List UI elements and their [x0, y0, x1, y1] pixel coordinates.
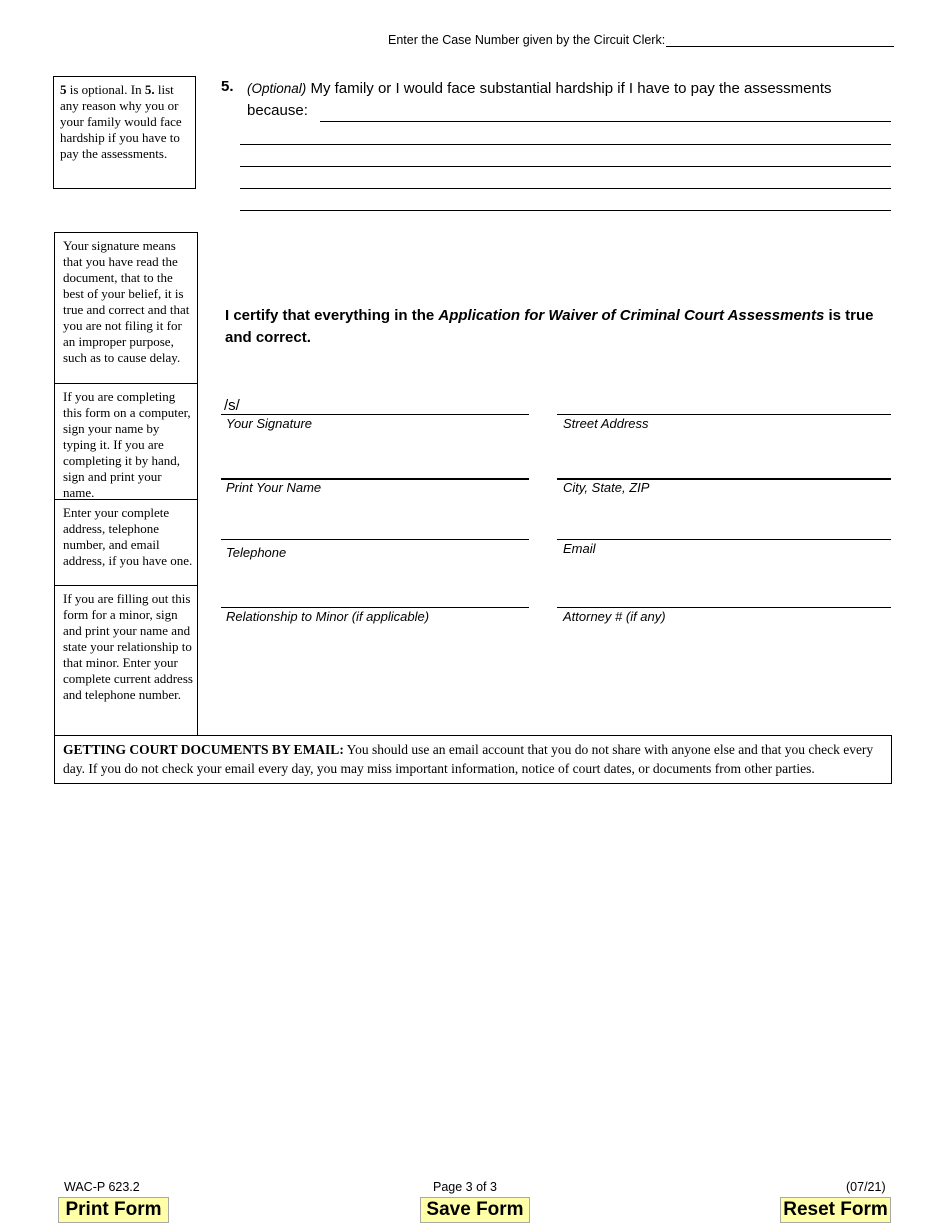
email-notice-box [54, 735, 892, 784]
attorney-label: Attorney # (if any) [563, 609, 666, 624]
revision-date: (07/21) [846, 1180, 886, 1194]
case-number-field[interactable] [666, 46, 894, 47]
question-5-text [247, 78, 887, 122]
hardship-line-2[interactable] [240, 144, 891, 145]
telephone-field[interactable] [221, 539, 529, 540]
email-label: Email [563, 541, 596, 556]
address-note: Enter your complete address, telephone number, and email address, if you have one. [55, 500, 197, 586]
optional-note-box [53, 76, 196, 189]
relationship-field[interactable] [221, 607, 529, 608]
telephone-label: Telephone [226, 545, 287, 560]
signature-field[interactable] [221, 414, 529, 415]
case-number-label: Enter the Case Number given by the Circuit Clerk: [388, 33, 666, 47]
certification-form-title: Application for Waiver of Criminal Court Assessments [438, 307, 825, 324]
print-form-button[interactable]: Print Form [58, 1197, 169, 1223]
email-field[interactable] [557, 539, 891, 540]
attorney-field[interactable] [557, 607, 891, 608]
hardship-line-3[interactable] [240, 166, 891, 167]
form-code: WAC-P 623.2 [64, 1180, 140, 1194]
relationship-label: Relationship to Minor (if applicable) [226, 609, 430, 624]
question-5-number: 5. [221, 78, 234, 95]
save-form-button[interactable]: Save Form [420, 1197, 530, 1223]
question-5-line2: because: [247, 102, 308, 119]
optional-note-text-2: list any reason why you or your family would face hardship if you have to pay the assessments. [60, 82, 182, 161]
computer-note: If you are completing this form on a computer, sign your name by typing it. If you are completing it by hand, sign and print your name. [55, 384, 197, 500]
reset-form-button[interactable]: Reset Form [780, 1197, 891, 1223]
question-5-line1: My family or I would face substantial hardship if I have to pay the assessments [306, 80, 832, 97]
question-5-optional-tag: (Optional) [247, 81, 307, 96]
city-state-zip-label: City, State, ZIP [563, 480, 650, 495]
print-name-label: Print Your Name [226, 480, 322, 495]
optional-note-bold-5: 5 [60, 82, 67, 97]
certification-suffix: is true and correct. [225, 307, 874, 346]
hardship-line-1[interactable] [320, 121, 891, 122]
your-signature-label: Your Signature [226, 416, 313, 431]
minor-note: If you are filling out this form for a minor, sign and print your name and state your relationship to that minor. Enter your complete current address and telephone number. [63, 591, 193, 702]
certification-prefix: I certify that everything in the [225, 307, 439, 324]
hardship-line-4[interactable] [240, 188, 891, 189]
optional-note-bold-5-dot: 5. [144, 82, 155, 97]
street-address-field[interactable] [557, 414, 891, 415]
street-address-label: Street Address [563, 416, 649, 431]
certification-statement [225, 305, 885, 349]
hardship-line-5[interactable] [240, 210, 891, 211]
signature-note: Your signature means that you have read the document, that to the best of your belief, it is true and correct and that you are not filing it for an improper purpose, such as to cause delay. [55, 233, 197, 384]
email-notice-heading: GETTING COURT DOCUMENTS BY EMAIL: [63, 742, 344, 757]
email-notice-text: You should use an email account that you do not share with anyone else and that you check every day. If you do not check your email every day, you may miss important information, notice of court dates, or documents from other parties. [63, 742, 874, 776]
page-number: Page 3 of 3 [433, 1180, 497, 1194]
signature-value: /s/ [224, 397, 240, 414]
instruction-boxes [54, 232, 198, 736]
optional-note-text-1: is optional. In [66, 82, 145, 97]
